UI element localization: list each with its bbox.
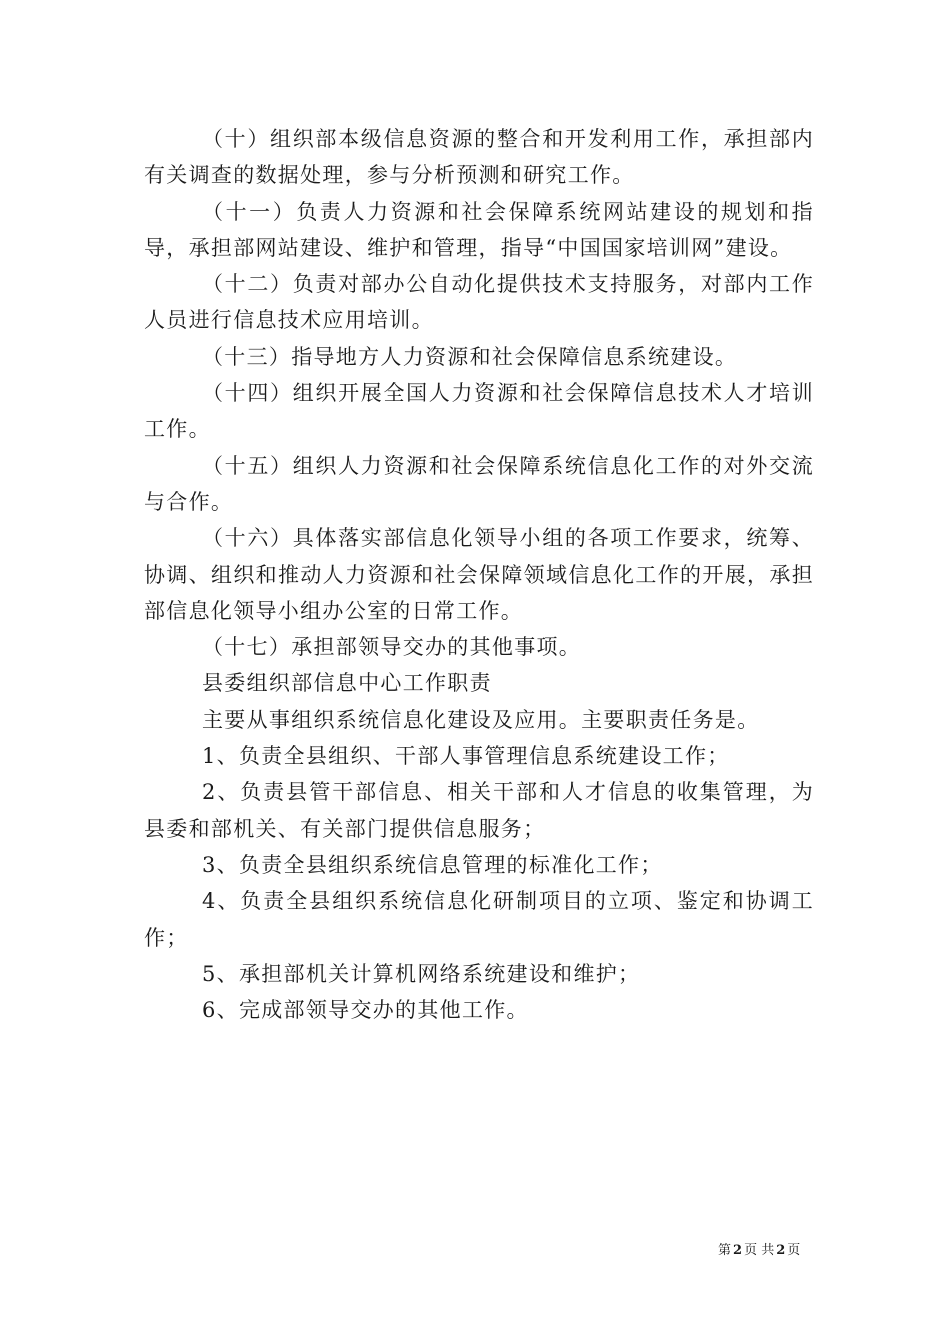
paragraph-item-16: （十六）具体落实部信息化领导小组的各项工作要求，统筹、协调、组织和推动人力资源和社会保障领域信息化工作的开展，承担部信息化领导小组办公室的日常工作。	[144, 526, 814, 623]
page-footer	[718, 1243, 800, 1259]
paragraph-item-11: （十一）负责人力资源和社会保障系统网站建设的规划和指导，承担部网站建设、维护和管理，指导“中国国家培训网”建设。	[144, 199, 814, 260]
section-intro: 主要从事组织系统信息化建设及应用。主要职责任务是。	[202, 707, 760, 732]
duty-item-5: 5、承担部机关计算机网络系统建设和维护；	[202, 961, 641, 986]
duty-item-1: 1、负责全县组织、干部人事管理信息系统建设工作；	[202, 744, 730, 769]
footer-suffix: 页	[787, 1243, 801, 1258]
paragraph-item-15: （十五）组织人力资源和社会保障系统信息化工作的对外交流与合作。	[144, 453, 814, 514]
footer-current-page: 2	[733, 1243, 743, 1258]
paragraph-item-17: （十七）承担部领导交办的其他事项。	[202, 635, 582, 660]
section-heading: 县委组织部信息中心工作职责	[202, 671, 492, 696]
paragraph-item-12: （十二）负责对部办公自动化提供技术支持服务，对部内工作人员进行信息技术应用培训。	[144, 272, 814, 333]
paragraph-item-14: （十四）组织开展全国人力资源和社会保障信息技术人才培训工作。	[144, 381, 814, 442]
footer-total-pages: 2	[776, 1243, 786, 1258]
footer-prefix: 第	[718, 1243, 732, 1258]
paragraph-item-10: （十）组织部本级信息资源的整合和开发利用工作，承担部内有关调查的数据处理，参与分析预测和研究工作。	[144, 127, 814, 188]
duty-item-2: 2、负责县管干部信息、相关干部和人才信息的收集管理，为县委和部机关、有关部门提供信息服务；	[144, 780, 814, 841]
document-body	[144, 121, 814, 1028]
duty-item-6: 6、完成部领导交办的其他工作。	[202, 998, 529, 1023]
footer-middle: 页 共	[744, 1243, 775, 1258]
duty-item-3: 3、负责全县组织系统信息管理的标准化工作；	[202, 852, 663, 877]
paragraph-item-13: （十三）指导地方人力资源和社会保障信息系统建设。	[202, 344, 738, 369]
duty-item-4: 4、负责全县组织系统信息化研制项目的立项、鉴定和协调工作；	[144, 889, 814, 950]
